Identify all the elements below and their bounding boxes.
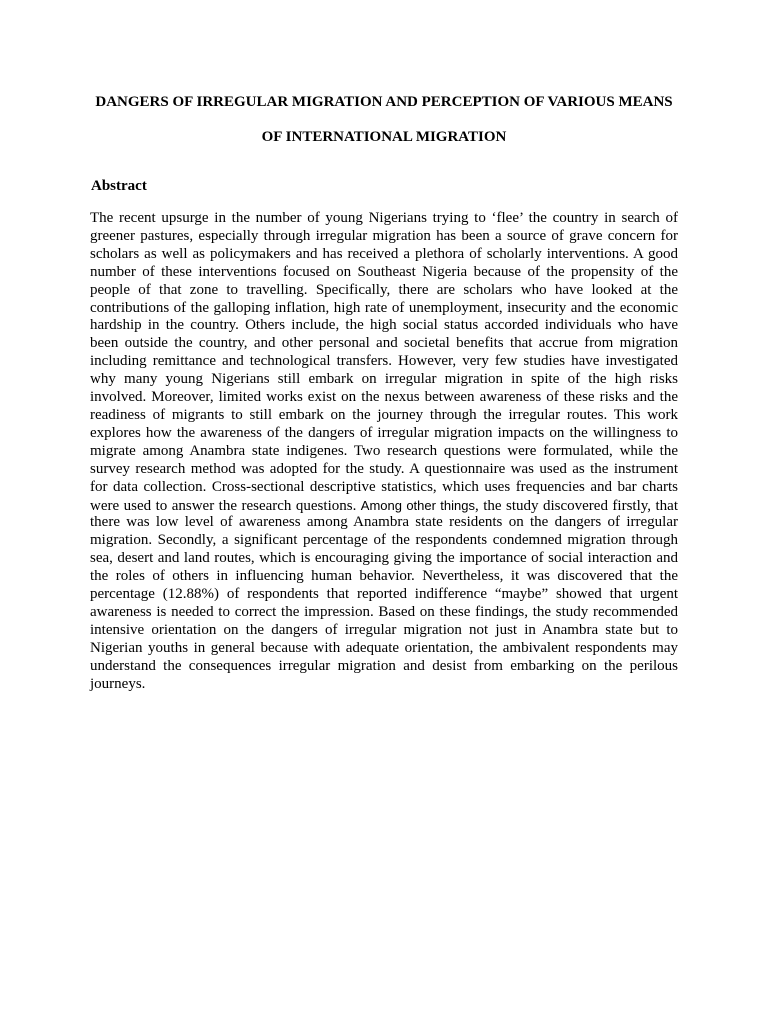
abstract-line: why many young Nigerians still embark on irregular migration in spite of the high risks (90, 371, 678, 388)
abstract-heading: Abstract (91, 178, 147, 194)
abstract-line: survey research method was adopted for the study. A questionnaire was used as the instrument (90, 460, 678, 477)
abstract-line: contributions of the galloping inflation, high rate of unemployment, insecurity and the economic (90, 299, 678, 316)
abstract-body (90, 210, 678, 693)
abstract-line-segment-alt-font: Among other things (360, 497, 475, 513)
abstract-line: scholars as well as policymakers and has received a plethora of scholarly interventions. A good (90, 245, 678, 262)
abstract-line: explores how the awareness of the dangers of irregular migration impacts on the willingness to (90, 424, 678, 441)
abstract-line: involved. Moreover, limited works exist on the nexus between awareness of these risks and the (90, 389, 678, 406)
abstract-line: Nigerian youths in general because with adequate orientation, the ambivalent respondents may (90, 639, 678, 656)
abstract-line: awareness is needed to correct the impression. Based on these findings, the study recommended (90, 603, 678, 620)
abstract-line: number of these interventions focused on Southeast Nigeria because of the propensity of the (90, 263, 678, 280)
abstract-line: for data collection. Cross-sectional descriptive statistics, which uses frequencies and bar charts (90, 478, 678, 495)
abstract-line: sea, desert and land routes, which is encouraging giving the importance of social interaction and (90, 550, 678, 567)
abstract-line (90, 497, 678, 515)
abstract-line: understand the consequences irregular migration and desist from embarking on the perilous (90, 657, 678, 674)
paper-title-line-2: OF INTERNATIONAL MIGRATION (261, 129, 507, 145)
paper-title-line-1: DANGERS OF IRREGULAR MIGRATION AND PERCEPTION OF VARIOUS MEANS (95, 94, 673, 110)
abstract-line: greener pastures, especially through irregular migration has been a source of grave concern for (90, 227, 678, 244)
abstract-line: hardship in the country. Others include, the high social status accorded individuals who have (90, 317, 678, 334)
abstract-line: there was low level of awareness among Anambra state residents on the dangers of irregular (90, 514, 678, 531)
abstract-line: journeys. (90, 675, 146, 692)
abstract-line: The recent upsurge in the number of young Nigerians trying to ‘flee’ the country in search of (90, 210, 678, 226)
abstract-line: readiness of migrants to still embark on the journey through the irregular routes. This work (90, 406, 678, 423)
abstract-line: migrate among Anambra state indigenes. Two research questions were formulated, while the (90, 442, 678, 459)
abstract-line: percentage (12.88%) of respondents that reported indifference “maybe” showed that urgent (90, 586, 678, 603)
abstract-line: migration. Secondly, a significant percentage of the respondents condemned migration through (90, 532, 678, 549)
abstract-line-segment: were used to answer the research questions. (90, 497, 361, 514)
abstract-line-segment: , the study discovered firstly, that (474, 497, 678, 514)
abstract-line: intensive orientation on the dangers of irregular migration not just in Anambra state but to (90, 621, 678, 638)
abstract-line: including remittance and technological transfers. However, very few studies have investigated (90, 353, 678, 370)
abstract-line: been outside the country, and other personal and societal benefits that accrue from migration (90, 335, 678, 352)
abstract-line: the roles of others in influencing human behavior. Nevertheless, it was discovered that the (90, 568, 678, 585)
abstract-line: people of that zone to travelling. Specifically, there are scholars who have looked at the (90, 281, 678, 298)
